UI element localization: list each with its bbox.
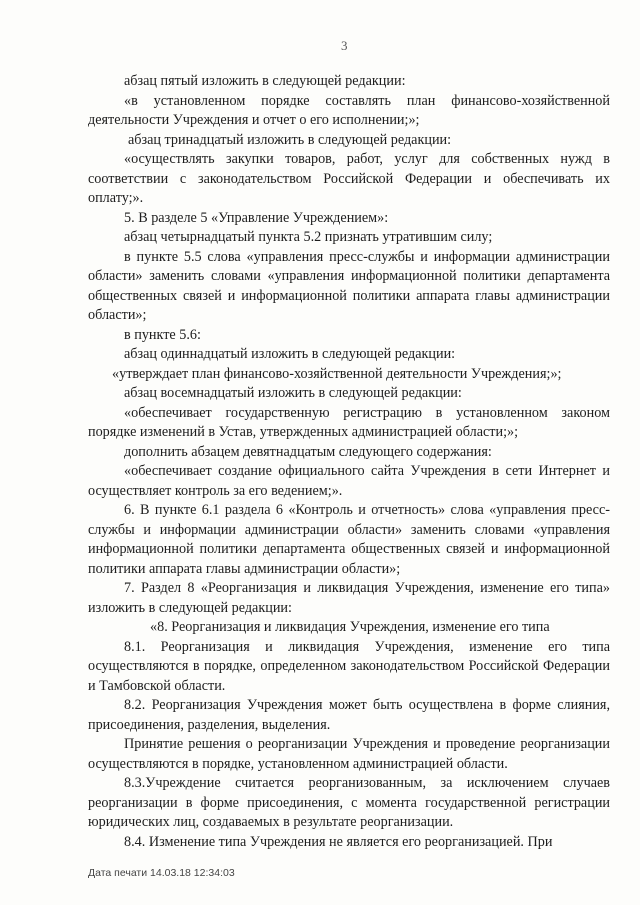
paragraph: «обеспечивает государственную регистрацию в установленном законом порядке изменений в Устав, утвержденных администрацией области;»;	[88, 404, 610, 440]
paragraph: 8.3.Учреждение считается реорганизованным, за исключением случаев реорганизации в форме присоединения, с момента государственной регистрации юридических лиц, создаваемых в результате реорганизации.	[88, 775, 610, 830]
paragraph: абзац одиннадцатый изложить в следующей редакции:	[124, 346, 456, 362]
paragraph: 7. Раздел 8 «Реорганизация и ликвидация Учреждения, изменение его типа» изложить в следующей редакции:	[88, 580, 610, 616]
paragraph: в пункте 5.6:	[124, 326, 201, 343]
page-number: 3	[341, 38, 348, 53]
paragraph: абзац тринадцатый изложить в следующей редакции:	[128, 131, 452, 148]
paragraph: абзац восемнадцатый изложить в следующей редакции:	[124, 385, 462, 401]
paragraph: в пункте 5.5 слова «управления пресс-службы и информации администрации области» заменить словами «управления информационной политики департамента общественных связей и информационной политики аппарата главы администрации области»;	[88, 248, 610, 323]
paragraph: «обеспечивает создание официального сайта Учреждения в сети Интернет и осуществляет контроль за его ведением;».	[88, 463, 610, 499]
document-body	[88, 72, 610, 852]
paragraph: 8.1. Реорганизация и ликвидация Учреждения, изменение его типа осуществляются в порядке, определенном законодательством Российской Федерации и Тамбовской области.	[88, 638, 610, 694]
paragraph: 8.4. Изменение типа Учреждения не является его реорганизацией. При	[124, 833, 553, 850]
print-date-footer: Дата печати 14.03.18 12:34:03	[88, 867, 235, 879]
paragraph: 5. В разделе 5 «Управление Учреждением»:	[124, 209, 389, 226]
paragraph: 8.2. Реорганизация Учреждения может быть осуществлена в форме слияния, присоединения, разделения, выделения.	[88, 697, 610, 733]
paragraph: абзац четырнадцатый пункта 5.2 признать утратившим силу;	[124, 229, 493, 245]
paragraph: дополнить абзацем девятнадцатым следующего содержания:	[124, 443, 492, 460]
paragraph: «в установленном порядке составлять план финансово-хозяйственной деятельности Учреждения и отчет о его исполнении;»;	[88, 92, 610, 128]
paragraph: абзац пятый изложить в следующей редакции:	[124, 73, 406, 89]
paragraph: 6. В пункте 6.1 раздела 6 «Контроль и отчетность» слова «управления пресс-службы и информации администрации области» заменить словами «управления информационной политики департамента общественных связей и информационной политики аппарата главы администрации области»;	[88, 502, 610, 577]
section-heading: «8. Реорганизация и ликвидация Учреждения, изменение его типа	[150, 619, 550, 635]
paragraph: Принятие решения о реорганизации Учреждения и проведение реорганизации осуществляются в порядке, установленном администрацией области.	[88, 736, 610, 772]
paragraph: «утверждает план финансово-хозяйственной деятельности Учреждения;»;	[112, 365, 562, 382]
paragraph: «осуществлять закупки товаров, работ, услуг для собственных нужд в соответствии с законодательством Российской Федерации и обеспечивать их оплату;».	[88, 151, 610, 206]
